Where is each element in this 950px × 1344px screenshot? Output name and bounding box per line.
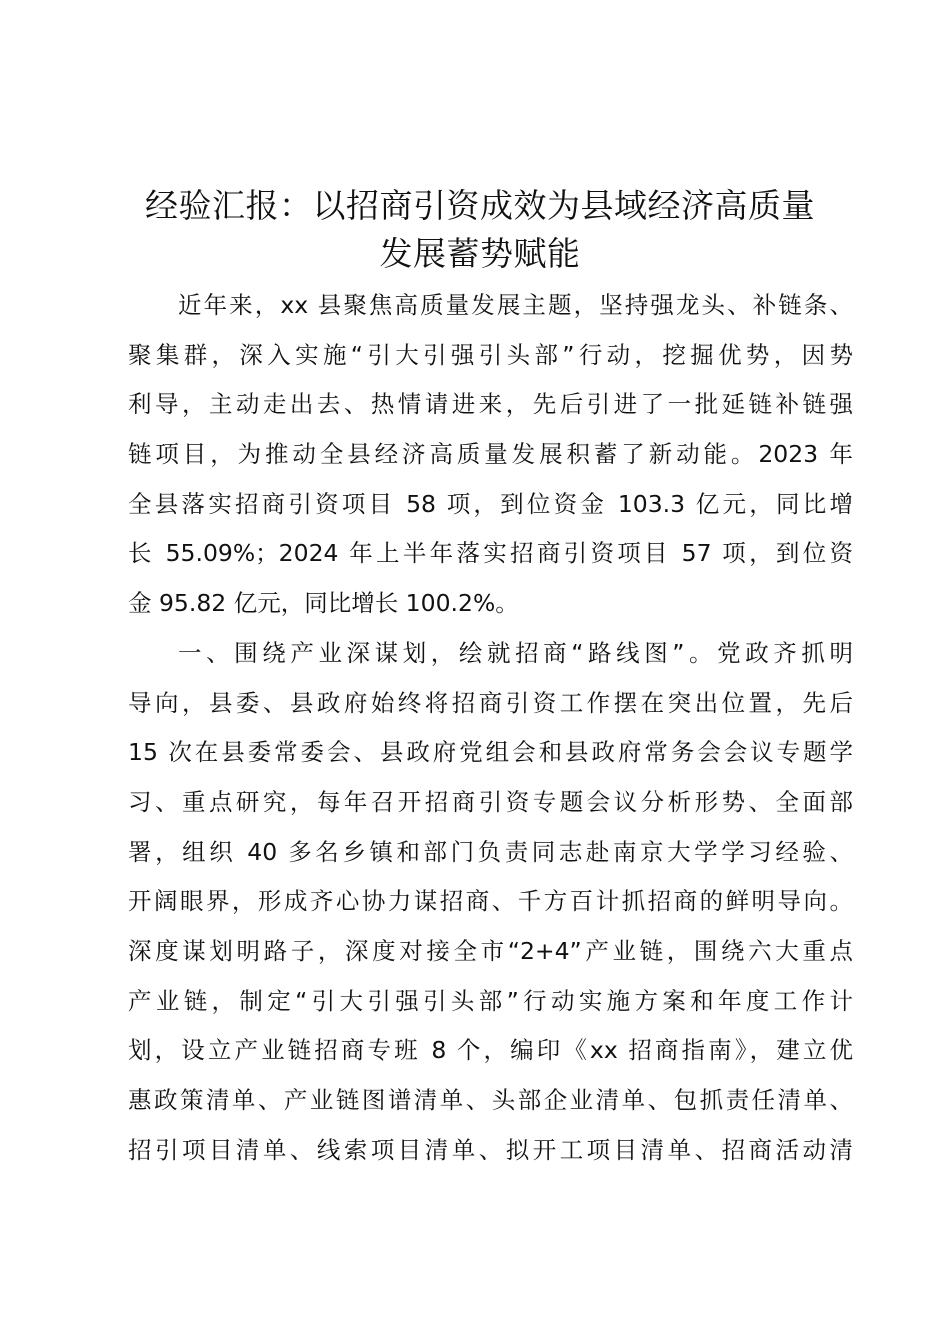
text-line: 招引项目清单、线索项目清单、拟开工项目清单、招商活动清 bbox=[128, 1135, 853, 1164]
text-line: 开阔眼界，形成齐心协力谋招商、千方百计抓招商的鲜明导向。 bbox=[128, 887, 853, 916]
text-line: 深度谋划明路子，深度对接全市“2+4”产业链，围绕六大重点 bbox=[128, 936, 853, 965]
text-line: 近年来，xx 县聚焦高质量发展主题，坚持强龙头、补链条、 bbox=[178, 291, 853, 319]
text-line: 惠政策清单、产业链图谱清单、头部企业清单、包抓责任清单、 bbox=[128, 1086, 853, 1114]
text-line: 一、围绕产业深谋划，绘就招商“路线图”。党政齐抓明 bbox=[178, 638, 853, 667]
paragraph-intro bbox=[128, 281, 853, 629]
text-line: 习、重点研究，每年召开招商引资专题会议分析形势、全面部 bbox=[128, 787, 853, 816]
text-line: 划，设立产业链招商专班 8 个，编印《xx 招商指南》，建立优 bbox=[128, 1036, 853, 1065]
text-line: 全县落实招商引资项目 58 项，到位资金 103.3 亿元，同比增 bbox=[128, 489, 853, 518]
document-title bbox=[110, 182, 850, 278]
text-line: 金 95.82 亿元，同比增长 100.2%。 bbox=[128, 589, 519, 618]
text-line: 聚集群，深入实施“引大引强引头部”行动，挖掘优势，因势 bbox=[128, 340, 853, 369]
document-body bbox=[128, 281, 853, 1175]
text-line: 长 55.09%；2024 年上半年落实招商引资项目 57 项，到位资 bbox=[128, 539, 853, 568]
text-line: 15 次在县委常委会、县政府党组会和县政府常务会会议专题学 bbox=[128, 738, 853, 767]
paragraph-section-one bbox=[128, 629, 853, 1176]
text-line: 产业链，制定“引大引强引头部”行动实施方案和年度工作计 bbox=[128, 986, 853, 1015]
title-line: 发展蓄势赋能 bbox=[379, 234, 581, 273]
text-line: 链项目，为推动全县经济高质量发展积蓄了新动能。2023 年 bbox=[128, 440, 853, 469]
text-line: 利导，主动走出去、热情请进来，先后引进了一批延链补链强 bbox=[128, 390, 853, 419]
title-line: 经验汇报：以招商引资成效为县域经济高质量 bbox=[145, 186, 815, 225]
text-line: 署，组织 40 多名乡镇和部门负责同志赴南京大学学习经验、 bbox=[128, 837, 853, 866]
text-line: 导向，县委、县政府始终将招商引资工作摆在突出位置，先后 bbox=[128, 688, 853, 717]
